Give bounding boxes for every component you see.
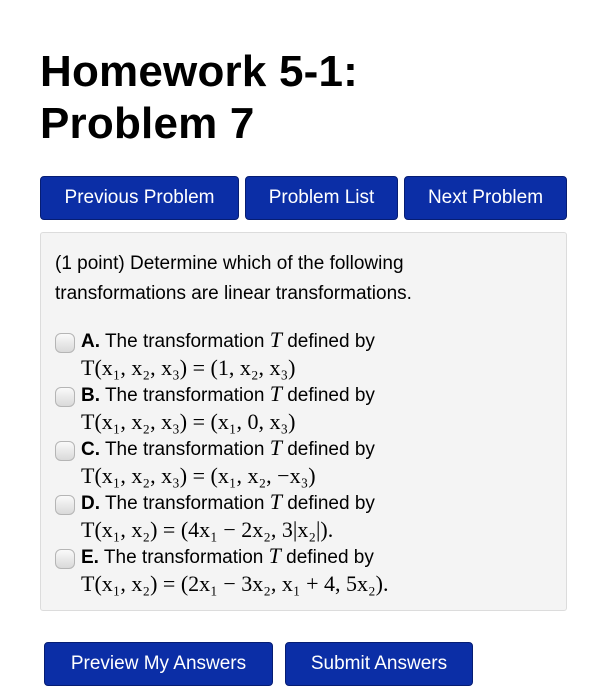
option-e-suffix: defined by	[286, 547, 374, 568]
page-title-line1: Homework 5-1:	[40, 47, 359, 96]
option-e-symbol: T	[268, 543, 281, 568]
option-d-suffix: defined by	[287, 493, 375, 514]
option-b-letter: B.	[81, 385, 100, 406]
option-c-label[interactable]	[81, 435, 375, 489]
option-d-letter: D.	[81, 493, 100, 514]
option-a-text: The transformation	[104, 331, 265, 352]
page-title	[40, 46, 358, 150]
option-e-text: The transformation	[103, 547, 264, 568]
problem-points: (1 point)	[55, 253, 125, 274]
option-a-symbol: T	[269, 327, 282, 352]
problem-navigation	[40, 176, 567, 220]
problem-prompt	[55, 249, 455, 309]
option-b-checkbox[interactable]	[55, 387, 75, 407]
page-title-line2: Problem 7	[40, 99, 255, 148]
option-b-label[interactable]	[81, 381, 375, 435]
option-d-symbol: T	[269, 489, 282, 514]
option-e	[55, 543, 552, 597]
option-c-suffix: defined by	[287, 439, 375, 460]
option-d	[55, 489, 552, 543]
previous-problem-button[interactable]: Previous Problem	[40, 176, 239, 220]
problem-list-button[interactable]: Problem List	[245, 176, 398, 220]
option-b	[55, 381, 552, 435]
preview-answers-button[interactable]: Preview My Answers	[44, 642, 273, 686]
option-e-letter: E.	[81, 547, 99, 568]
option-c-checkbox[interactable]	[55, 441, 75, 461]
option-e-formula: T(x₁, x₂) = (2x₁ − 3x₂, x₁ + 4, 5x₂).	[81, 571, 389, 596]
option-d-checkbox[interactable]	[55, 495, 75, 515]
option-c-text: The transformation	[104, 439, 265, 460]
option-a-label[interactable]	[81, 327, 375, 381]
option-b-formula: T(x₁, x₂, x₃) = (x₁, 0, x₃)	[81, 409, 296, 434]
option-e-checkbox[interactable]	[55, 549, 75, 569]
option-c-letter: C.	[81, 439, 100, 460]
option-b-suffix: defined by	[287, 385, 375, 406]
option-b-text: The transformation	[104, 385, 265, 406]
option-b-symbol: T	[269, 381, 282, 406]
option-e-label[interactable]	[81, 543, 388, 597]
option-a	[55, 327, 552, 381]
answer-actions	[44, 642, 473, 686]
option-a-letter: A.	[81, 331, 100, 352]
option-a-formula: T(x₁, x₂, x₃) = (1, x₂, x₃)	[81, 355, 296, 380]
option-c-formula: T(x₁, x₂, x₃) = (x₁, x₂, −x₃)	[81, 463, 316, 488]
option-a-suffix: defined by	[287, 331, 375, 352]
option-c	[55, 435, 552, 489]
option-a-checkbox[interactable]	[55, 333, 75, 353]
option-c-symbol: T	[269, 435, 282, 460]
submit-answers-button[interactable]: Submit Answers	[285, 642, 473, 686]
problem-panel	[40, 232, 567, 611]
option-d-label[interactable]	[81, 489, 375, 543]
option-d-text: The transformation	[104, 493, 265, 514]
next-problem-button[interactable]: Next Problem	[404, 176, 567, 220]
problem-prompt-text: Determine which of the following transformations are linear transformations.	[55, 253, 412, 304]
option-d-formula: T(x₁, x₂) = (4x₁ − 2x₂, 3|x₂|).	[81, 517, 334, 542]
